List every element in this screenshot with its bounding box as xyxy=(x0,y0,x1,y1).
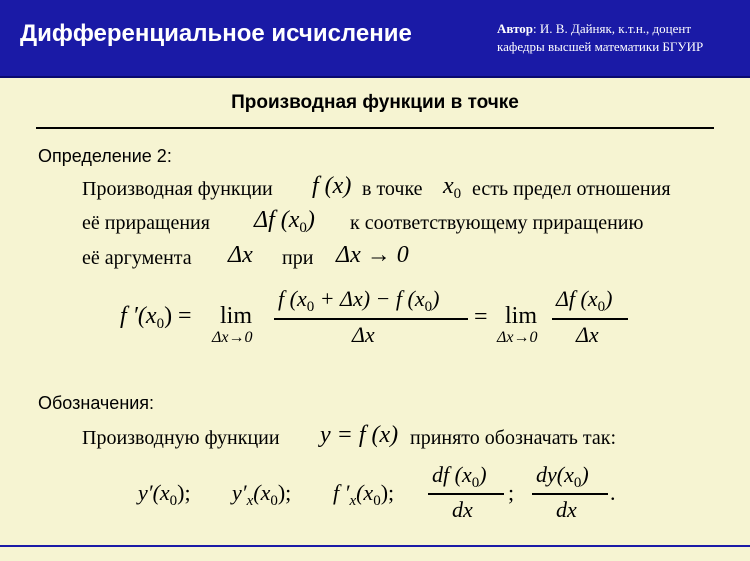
definition-function: f (x) xyxy=(312,173,352,199)
formula-numerator-1: f $(x_0 + \Delta x) - f$ $(x_0)$ xyxy=(278,286,440,315)
formula-lim-1-under: Δx→0 xyxy=(212,329,253,346)
notation-5-numerator: $dy(x_0)$ xyxy=(536,462,589,491)
definition-text-7: при xyxy=(282,247,314,269)
notation-1: $y'(x_0)$; xyxy=(138,480,191,509)
definition-text-1: Производная функции xyxy=(82,178,273,200)
author-label: Автор xyxy=(497,21,534,36)
notation-label: Обозначения: xyxy=(38,393,155,413)
notation-2: $y'_x(x_0)$; xyxy=(232,480,292,509)
definition-point: $x_0$ xyxy=(443,173,462,202)
notation-text-1: Производную функции xyxy=(82,427,280,449)
notation-4-denominator: dx xyxy=(452,497,473,522)
slide-subtitle: Производная функции в точке xyxy=(231,92,519,113)
formula-numerator-2: Δf $(x_0)$ xyxy=(556,286,613,315)
fraction-bar-3 xyxy=(428,493,504,495)
definition-text-4: её приращения xyxy=(82,212,210,234)
fraction-bar-1 xyxy=(274,318,468,320)
title-bar xyxy=(0,0,750,76)
formula-equals-2: = xyxy=(474,304,488,330)
formula-lhs: f $'(x_0)$ = xyxy=(120,303,192,332)
definition-limit-condition: Δx → 0 xyxy=(336,242,409,268)
subtitle-divider xyxy=(36,127,714,129)
definition-text-6: её аргумента xyxy=(82,247,192,269)
formula-denominator-1: Δx xyxy=(352,322,375,347)
formula-lim-2-under: Δx→0 xyxy=(497,329,538,346)
notation-5-denominator: dx xyxy=(556,497,577,522)
fraction-bar-2 xyxy=(552,318,628,320)
formula-denominator-2: Δx xyxy=(576,322,599,347)
notation-3: f $'_x(x_0)$; xyxy=(333,480,395,509)
notation-4-separator: ; xyxy=(508,480,515,505)
definition-text-2: в точке xyxy=(362,178,423,200)
fraction-bar-4 xyxy=(532,493,608,495)
definition-label: Определение 2: xyxy=(38,146,172,166)
slide-topic-title: Дифференциальное исчисление xyxy=(20,20,412,47)
definition-text-5: к соответствующему приращению xyxy=(350,212,644,234)
header-divider xyxy=(0,76,750,78)
definition-increment-f: Δf $(x_0)$ xyxy=(254,207,315,236)
author-info xyxy=(497,20,703,56)
author-name: : И. В. Дайняк, к.т.н., доцент xyxy=(533,21,692,36)
notation-equation: y = f (x) xyxy=(320,422,399,448)
formula-lim-1: lim xyxy=(220,303,253,329)
notation-5-end: . xyxy=(610,480,616,505)
footer-divider xyxy=(0,545,750,547)
formula-lim-2: lim xyxy=(505,303,538,329)
notation-4-numerator: df $(x_0)$ xyxy=(432,462,487,491)
definition-increment-x: Δx xyxy=(228,242,253,268)
definition-text-3: есть предел отношения xyxy=(472,178,671,200)
notation-text-2: принято обозначать так: xyxy=(410,427,617,449)
author-department: кафедры высшей математики БГУИР xyxy=(497,39,704,54)
